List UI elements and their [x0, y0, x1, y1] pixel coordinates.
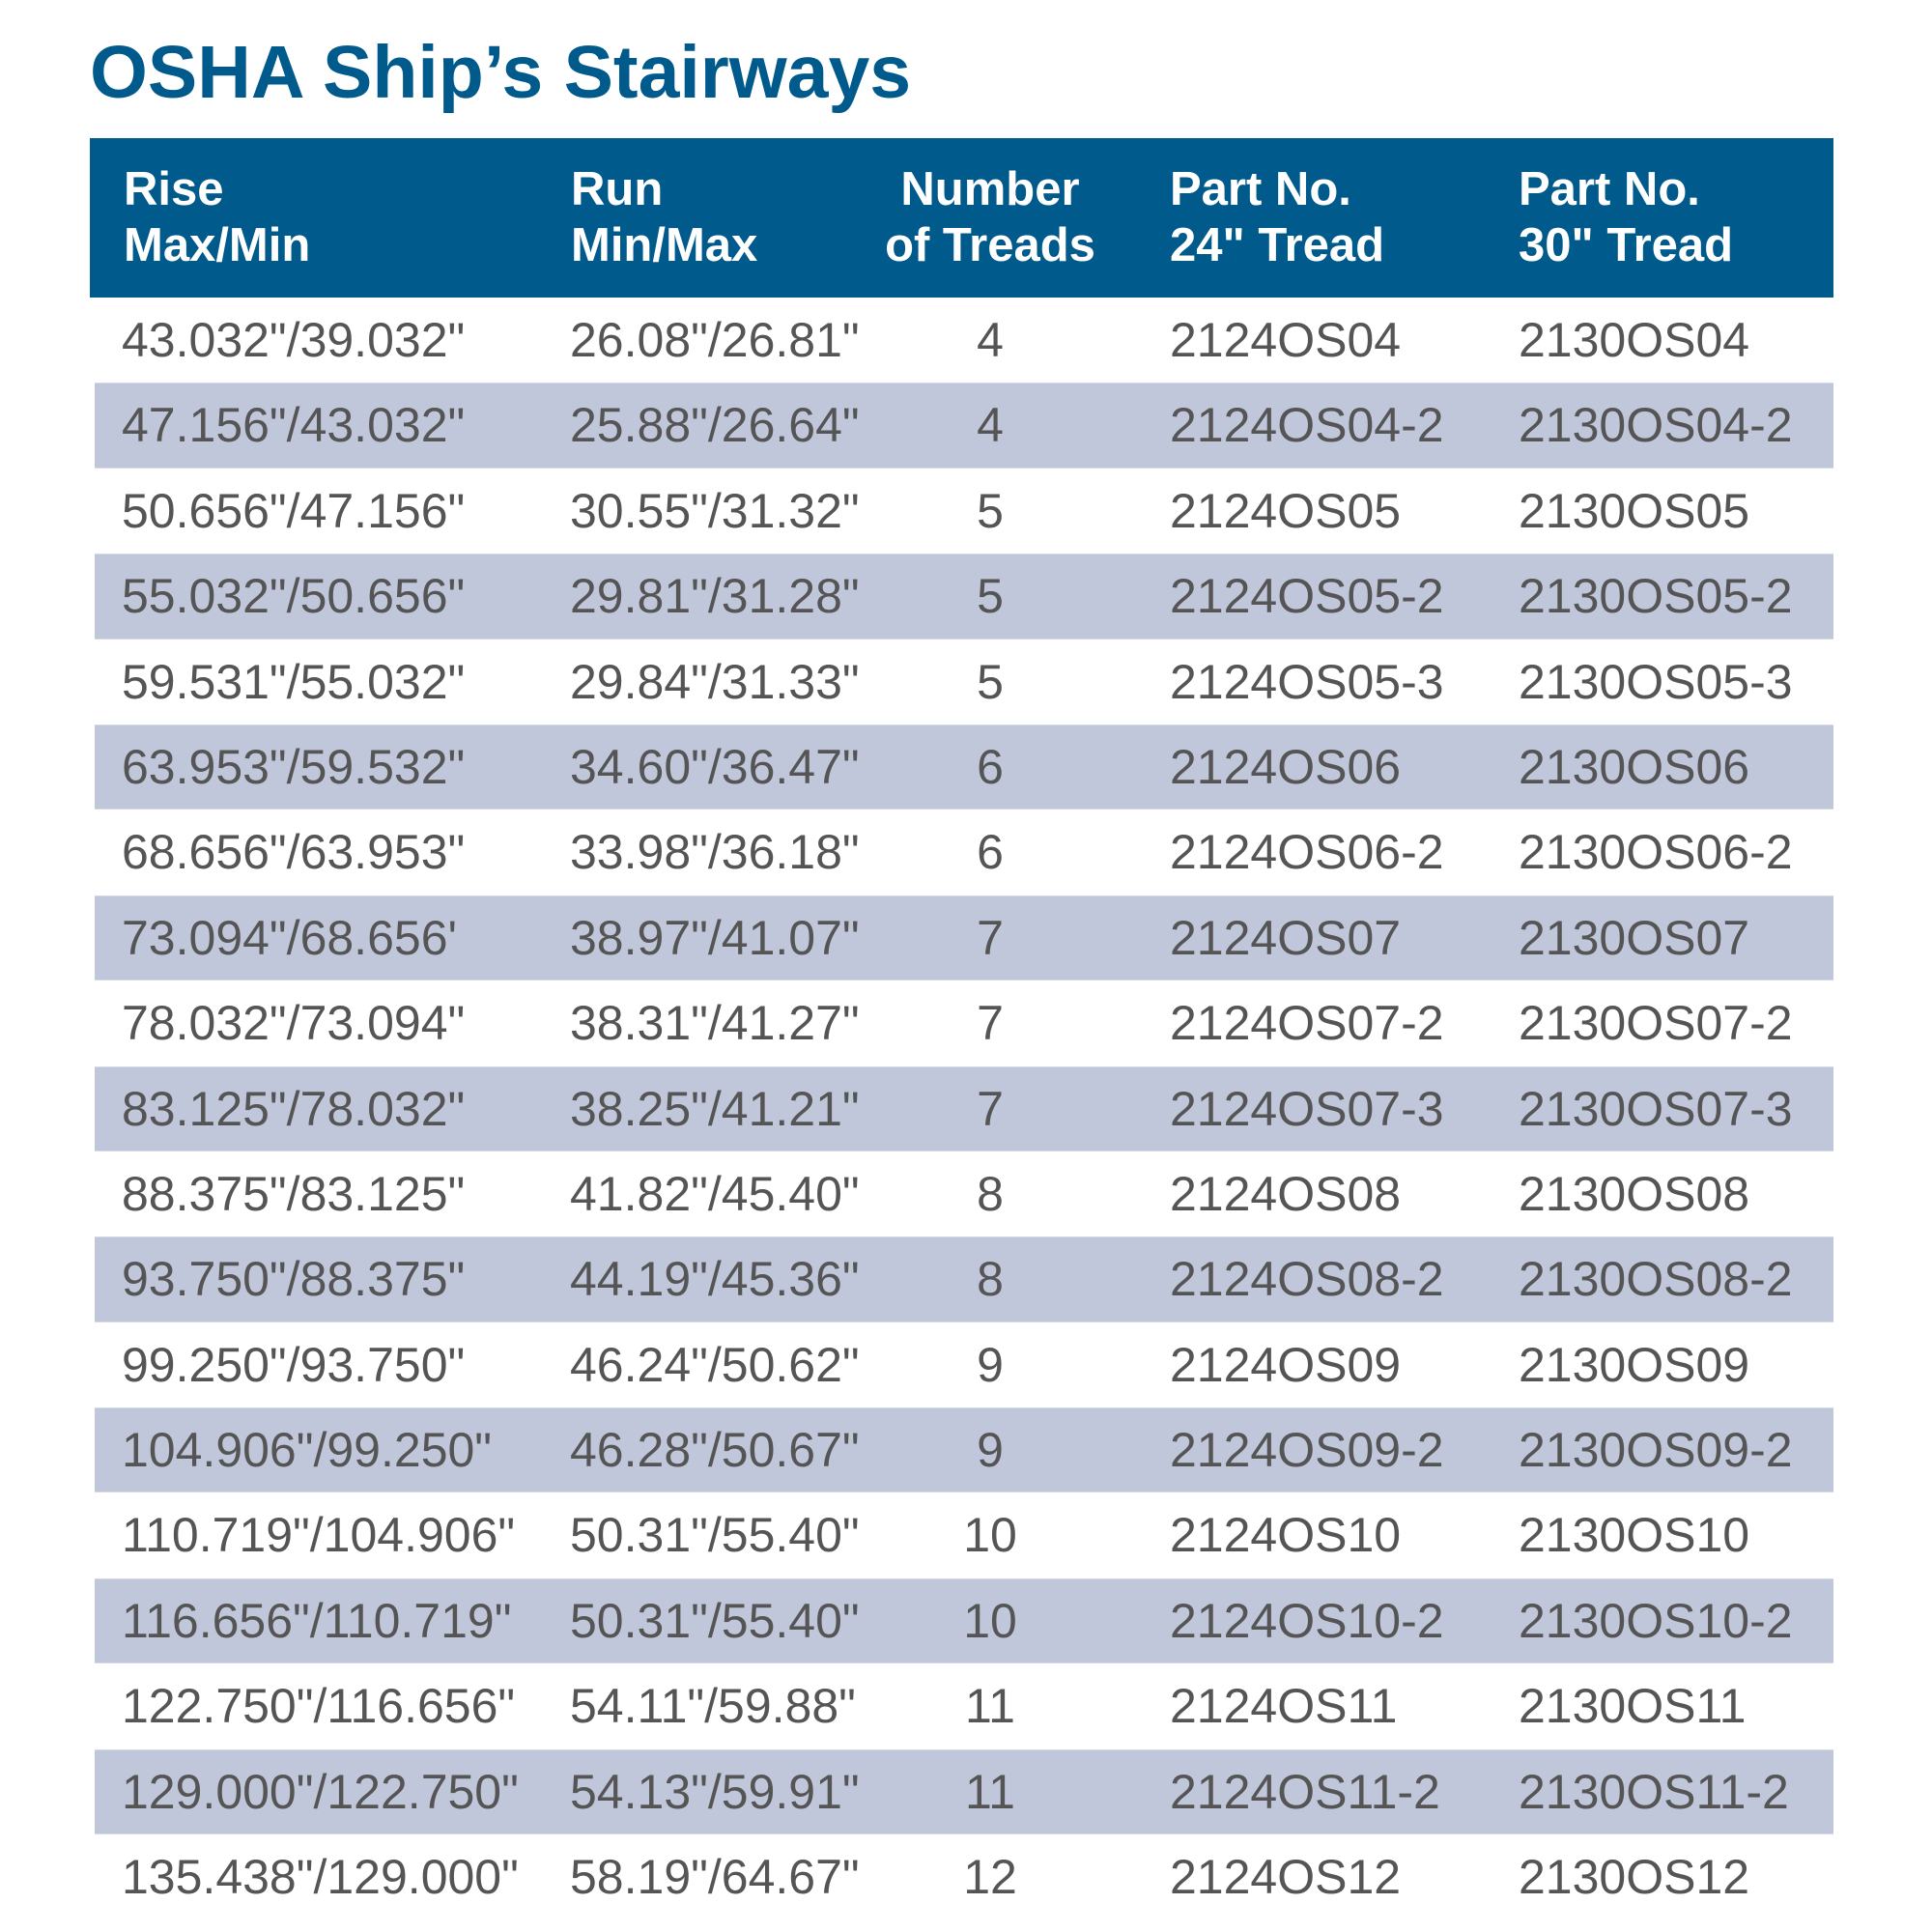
- table-row: [95, 1578, 1833, 1663]
- cell-run: 54.13"/59.91": [570, 1764, 860, 1819]
- cell-part-24: 2124OS07-3: [1170, 1081, 1444, 1136]
- cell-run: 41.82"/45.40": [570, 1166, 860, 1221]
- cell-treads: 5: [977, 483, 1004, 538]
- cell-treads: 8: [977, 1252, 1004, 1307]
- cell-treads: 10: [963, 1593, 1017, 1648]
- cell-part-24: 2124OS07: [1170, 910, 1402, 965]
- cell-part-24: 2124OS08: [1170, 1166, 1402, 1221]
- cell-run: 29.81"/31.28": [570, 569, 860, 624]
- cell-treads: 9: [977, 1423, 1004, 1478]
- table-row: [95, 1066, 1833, 1151]
- cell-treads: 9: [977, 1337, 1004, 1392]
- cell-run: 38.31"/41.27": [570, 996, 860, 1051]
- column-header-line: Rise: [124, 163, 224, 215]
- cell-part-24: 2124OS05: [1170, 483, 1402, 538]
- column-header-line: of Treads: [885, 219, 1095, 271]
- table-row: [95, 895, 1833, 980]
- page-title: OSHA Ship’s Stairways: [90, 31, 912, 114]
- cell-part-24: 2124OS09-2: [1170, 1423, 1444, 1478]
- cell-rise: 68.656"/63.953": [122, 825, 466, 880]
- cell-part-30: 2130OS05: [1519, 483, 1750, 538]
- cell-part-30: 2130OS08-2: [1519, 1252, 1793, 1307]
- table-row: [90, 1492, 1833, 1577]
- table-header: [90, 138, 1833, 298]
- cell-treads: 6: [977, 825, 1004, 880]
- column-header-line: Max/Min: [124, 219, 311, 271]
- cell-part-30: 2130OS11-2: [1519, 1764, 1789, 1819]
- cell-rise: 93.750"/88.375": [122, 1252, 466, 1307]
- cell-part-24: 2124OS08-2: [1170, 1252, 1444, 1307]
- table-row: [90, 810, 1833, 895]
- table-row: [95, 383, 1833, 468]
- cell-rise: 135.438"/129.000": [122, 1850, 519, 1905]
- cell-part-30: 2130OS04-2: [1519, 398, 1793, 453]
- cell-part-24: 2124OS06-2: [1170, 825, 1444, 880]
- stairways-table: [90, 138, 1833, 1919]
- cell-treads: 7: [977, 910, 1004, 965]
- cell-run: 44.19"/45.36": [570, 1252, 860, 1307]
- cell-part-30: 2130OS07-3: [1519, 1081, 1793, 1136]
- table-body: [90, 298, 1833, 1919]
- cell-run: 46.24"/50.62": [570, 1337, 860, 1392]
- cell-part-24: 2124OS12: [1170, 1850, 1402, 1905]
- cell-run: 50.31"/55.40": [570, 1593, 860, 1648]
- table-row: [90, 980, 1833, 1065]
- column-header-line: 30" Tread: [1519, 219, 1734, 271]
- table-row: [95, 724, 1833, 810]
- cell-run: 34.60"/36.47": [570, 739, 860, 794]
- cell-run: 50.31"/55.40": [570, 1508, 860, 1563]
- cell-rise: 43.032"/39.032": [122, 313, 466, 367]
- table-row: [95, 554, 1833, 639]
- column-header-line: 24" Tread: [1170, 219, 1385, 271]
- cell-rise: 73.094"/68.656': [122, 910, 458, 965]
- cell-part-30: 2130OS05-3: [1519, 654, 1793, 709]
- cell-treads: 12: [963, 1850, 1017, 1905]
- column-header-part-24: [1170, 161, 1384, 273]
- cell-run: 46.28"/50.67": [570, 1423, 860, 1478]
- column-header-line: Part No.: [1170, 163, 1351, 215]
- cell-part-24: 2124OS04: [1170, 313, 1402, 367]
- cell-treads: 7: [977, 1081, 1004, 1136]
- column-header-line: Part No.: [1519, 163, 1700, 215]
- cell-rise: 122.750"/116.656": [122, 1679, 516, 1734]
- cell-part-30: 2130OS10: [1519, 1508, 1750, 1563]
- cell-run: 58.19"/64.67": [570, 1850, 860, 1905]
- column-header-rise: [124, 161, 310, 273]
- table-row: [90, 298, 1833, 383]
- cell-run: 30.55"/31.32": [570, 483, 860, 538]
- cell-part-30: 2130OS04: [1519, 313, 1750, 367]
- cell-rise: 83.125"/78.032": [122, 1081, 466, 1136]
- cell-rise: 78.032"/73.094": [122, 996, 466, 1051]
- column-header-line: Min/Max: [571, 219, 758, 271]
- table-row: [95, 1407, 1833, 1492]
- cell-part-24: 2124OS11-2: [1170, 1764, 1440, 1819]
- cell-run: 38.97"/41.07": [570, 910, 860, 965]
- cell-part-24: 2124OS09: [1170, 1337, 1402, 1392]
- cell-part-24: 2124OS10: [1170, 1508, 1402, 1563]
- table-row: [95, 1236, 1833, 1321]
- cell-part-24: 2124OS10-2: [1170, 1593, 1444, 1648]
- cell-treads: 4: [977, 398, 1004, 453]
- cell-rise: 63.953"/59.532": [122, 739, 466, 794]
- table-row: [90, 1151, 1833, 1236]
- column-header-treads: [884, 161, 1096, 273]
- cell-part-30: 2130OS05-2: [1519, 569, 1793, 624]
- column-header-part-30: [1519, 161, 1733, 273]
- cell-run: 38.25"/41.21": [570, 1081, 860, 1136]
- cell-part-24: 2124OS04-2: [1170, 398, 1444, 453]
- cell-part-30: 2130OS06-2: [1519, 825, 1793, 880]
- cell-run: 25.88"/26.64": [570, 398, 860, 453]
- cell-part-30: 2130OS09-2: [1519, 1423, 1793, 1478]
- cell-rise: 116.656"/110.719": [122, 1593, 512, 1648]
- cell-run: 29.84"/31.33": [570, 654, 860, 709]
- cell-run: 54.11"/59.88": [570, 1679, 856, 1734]
- column-header-run: [571, 161, 757, 273]
- cell-treads: 5: [977, 654, 1004, 709]
- cell-run: 33.98"/36.18": [570, 825, 860, 880]
- cell-rise: 110.719"/104.906": [122, 1508, 516, 1563]
- cell-treads: 11: [965, 1679, 1015, 1734]
- cell-part-30: 2130OS12: [1519, 1850, 1750, 1905]
- cell-part-30: 2130OS09: [1519, 1337, 1750, 1392]
- table-row: [90, 639, 1833, 724]
- cell-rise: 59.531"/55.032": [122, 654, 466, 709]
- cell-rise: 104.906"/99.250": [122, 1423, 493, 1478]
- cell-part-24: 2124OS11: [1170, 1679, 1398, 1734]
- cell-part-24: 2124OS05-3: [1170, 654, 1444, 709]
- table-row: [95, 1749, 1833, 1834]
- cell-rise: 129.000"/122.750": [122, 1764, 519, 1819]
- cell-rise: 47.156"/43.032": [122, 398, 466, 453]
- cell-treads: 11: [965, 1764, 1015, 1819]
- cell-part-24: 2124OS07-2: [1170, 996, 1444, 1051]
- table-row: [90, 1834, 1833, 1919]
- column-header-line: Number: [900, 163, 1080, 215]
- cell-part-30: 2130OS11: [1519, 1679, 1747, 1734]
- cell-run: 26.08"/26.81": [570, 313, 860, 367]
- cell-rise: 99.250"/93.750": [122, 1337, 466, 1392]
- cell-rise: 50.656"/47.156": [122, 483, 466, 538]
- cell-treads: 6: [977, 739, 1004, 794]
- cell-part-30: 2130OS07-2: [1519, 996, 1793, 1051]
- cell-part-30: 2130OS06: [1519, 739, 1750, 794]
- table-row: [90, 1663, 1833, 1748]
- cell-part-30: 2130OS10-2: [1519, 1593, 1793, 1648]
- cell-treads: 10: [963, 1508, 1017, 1563]
- cell-rise: 88.375"/83.125": [122, 1166, 466, 1221]
- table-row: [90, 469, 1833, 554]
- cell-treads: 5: [977, 569, 1004, 624]
- cell-part-30: 2130OS08: [1519, 1166, 1750, 1221]
- cell-rise: 55.032"/50.656": [122, 569, 466, 624]
- cell-treads: 4: [977, 313, 1004, 367]
- cell-treads: 8: [977, 1166, 1004, 1221]
- cell-treads: 7: [977, 996, 1004, 1051]
- cell-part-30: 2130OS07: [1519, 910, 1750, 965]
- table-row: [90, 1322, 1833, 1407]
- cell-part-24: 2124OS06: [1170, 739, 1402, 794]
- column-header-line: Run: [571, 163, 664, 215]
- cell-part-24: 2124OS05-2: [1170, 569, 1444, 624]
